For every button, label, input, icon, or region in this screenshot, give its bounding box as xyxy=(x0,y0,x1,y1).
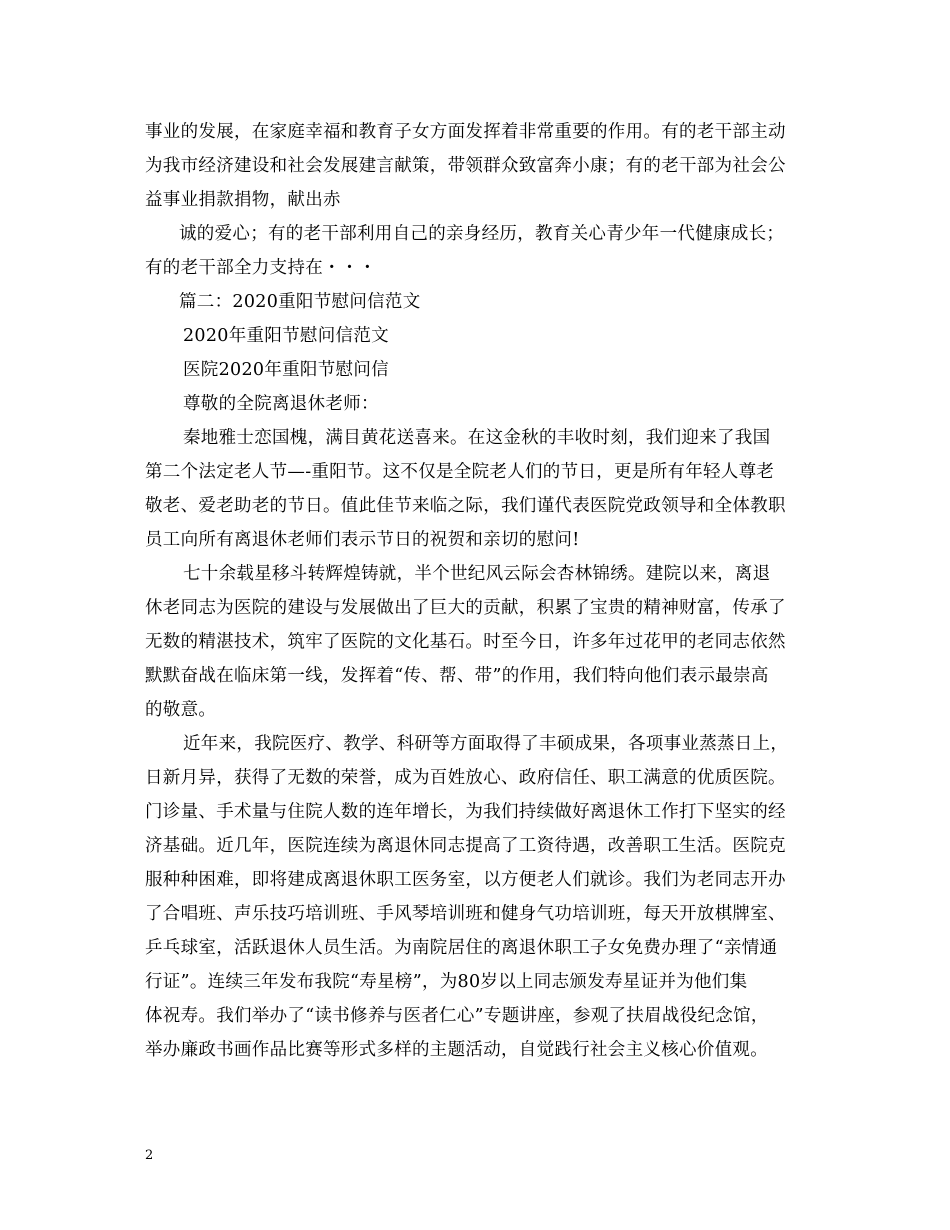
text-line: 乒乓球室，活跃退休人员生活。为南院居住的离退休职工子女免费办理了“亲情通 xyxy=(145,938,778,958)
text-line: 秦地雅士恋国槐，满目黄花送喜来。在这金秋的丰收时刻，我们迎来了我国 xyxy=(183,428,771,448)
text-line: 休老同志为医院的建设与发展做出了巨大的贡献，积累了宝贵的精神财富，传承了 xyxy=(145,598,786,618)
text-line: 有的老干部全力支持在・・・ xyxy=(145,258,377,278)
text-line: 事业的发展，在家庭幸福和教育子女方面发挥着非常重要的作用。有的老干部主动 xyxy=(145,122,786,142)
page-number: 2 xyxy=(145,1148,154,1163)
text-line: 为我市经济建设和社会发展建言献策，带领群众致富奔小康；有的老干部为社会公 xyxy=(145,156,786,176)
text-line: 默默奋战在临床第一线，发挥着“传、帮、带”的作用，我们特向他们表示最崇高 xyxy=(145,666,769,686)
letter-subtitle: 医院2020年重阳节慰问信 xyxy=(183,360,389,380)
document-body xyxy=(145,115,825,1067)
letter-title: 2020年重阳节慰问信范文 xyxy=(183,326,389,346)
text-line: 行证”。连续三年发布我院“寿星榜”，为80岁以上同志颁发寿星证并为他们集 xyxy=(145,972,748,992)
text-line: 了合唱班、声乐技巧培训班、手风琴培训班和健身气功培训班，每天开放棋牌室、 xyxy=(145,904,786,924)
text-line: 体祝寿。我们举办了“读书修养与医者仁心”专题讲座，参观了扶眉战役纪念馆， xyxy=(145,1006,769,1026)
text-line: 七十余载星移斗转辉煌铸就，半个世纪风云际会杏林锦绣。建院以来，离退 xyxy=(183,564,771,584)
text-line: 门诊量、手术量与住院人数的连年增长，为我们持续做好离退休工作打下坚实的经 xyxy=(145,802,786,822)
text-line: 诚的爱心；有的老干部利用自己的亲身经历，教育关心青少年一代健康成长； xyxy=(179,224,785,244)
letter-salutation: 尊敬的全院离退休老师： xyxy=(183,394,379,414)
text-line: 第二个法定老人节—-重阳节。这不仅是全院老人们的节日，更是所有年轻人尊老 xyxy=(145,462,775,482)
section-heading: 篇二：2020重阳节慰问信范文 xyxy=(179,292,421,312)
text-line: 近年来，我院医疗、教学、科研等方面取得了丰硕成果，各项事业蒸蒸日上， xyxy=(183,734,789,754)
text-line: 济基础。近几年，医院连续为离退休同志提高了工资待遇，改善职工生活。医院克 xyxy=(145,836,786,856)
text-line: 服种种困难，即将建成离退休职工医务室，以方便老人们就诊。我们为老同志开办 xyxy=(145,870,786,890)
text-line: 员工向所有离退休老师们表示节日的祝贺和亲切的慰问! xyxy=(145,530,580,550)
text-line: 举办廉政书画作品比赛等形式多样的主题活动，自觉践行社会主义核心价值观。 xyxy=(145,1040,768,1060)
text-line: 日新月异，获得了无数的荣誉，成为百姓放心、政府信任、职工满意的优质医院。 xyxy=(145,768,786,788)
text-line: 敬老、爱老助老的节日。值此佳节来临之际，我们谨代表医院党政领导和全体教职 xyxy=(145,496,786,516)
text-line: 无数的精湛技术，筑牢了医院的文化基石。时至今日，许多年过花甲的老同志依然 xyxy=(145,632,786,652)
text-line: 益事业捐款捐物，献出赤 xyxy=(145,190,341,210)
text-line: 的敬意。 xyxy=(145,700,217,720)
